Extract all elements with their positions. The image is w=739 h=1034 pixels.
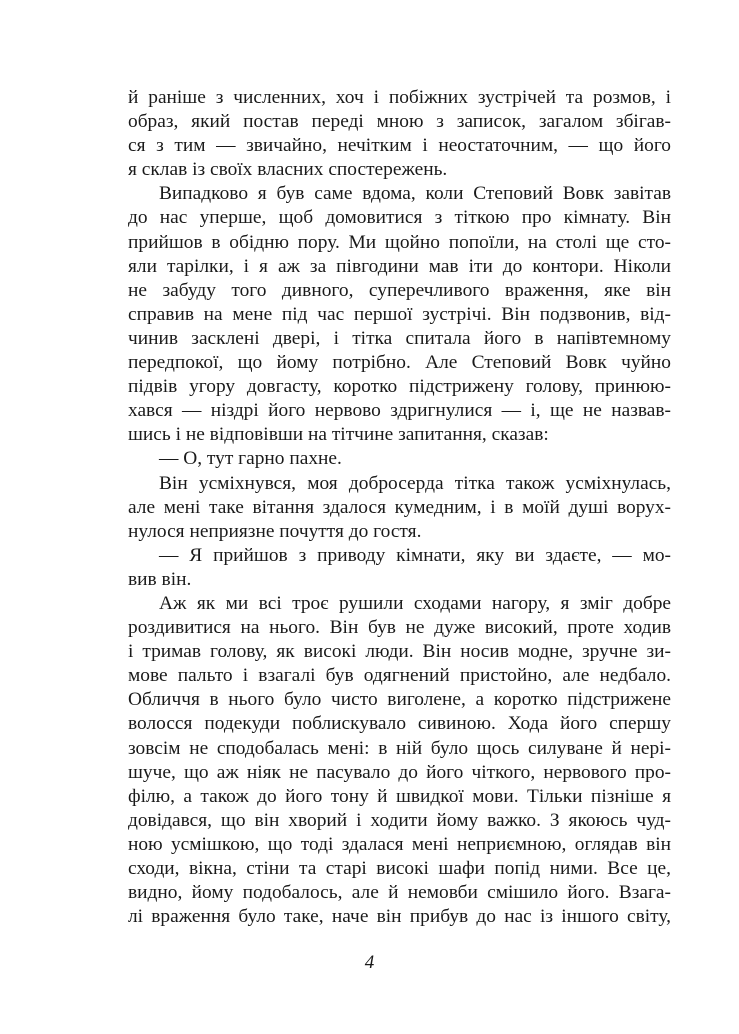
text-line: — О, тут гарно пахне. [159,448,342,470]
text-line: образ, який постав переді мною з записок, загалом збігав- [128,111,671,133]
text-line: мове пальто і взагалі був одягнений пристойно, але недбало. [128,665,671,687]
text-line: ся з тим — звичайно, нечітким і неостаточним, — що його [128,135,671,157]
text-line: філю, а також до його тону й швидкої мови. Тільки пізніше я [128,785,671,807]
page-number: 4 [364,952,375,973]
text-line: справив на мене під час першої зустрічі. Він подзвонив, від- [128,303,671,325]
text-line: чинив засклені двері, і тітка спитала його в напівтемному [128,327,671,349]
text-line: роздивитися на нього. Він був не дуже високий, проте ходив [128,617,671,639]
text-line: Аж як ми всі троє рушили сходами нагору, я зміг добре [159,592,671,614]
text-line: не забуду того дивного, суперечливого враження, яке він [128,279,671,301]
text-line: ною усмішкою, що тоді здалася мені неприємною, оглядав він [128,833,671,855]
text-line: я склав із своїх власних спостережень. [128,159,448,181]
body-text [128,86,671,929]
text-line: прийшов в обідню пору. Ми щойно попоїли, на столі ще сто- [128,231,671,253]
text-line: видно, йому подобалось, але й немовби смішило його. Взага- [128,882,671,904]
text-line: сходи, вікна, стіни та старі високі шафи попід ними. Все це, [128,858,671,879]
text-line: передпокої, що йому потрібно. Але Степовий Вовк чуйно [128,352,671,374]
text-line: й раніше з численних, хоч і побіжних зустрічей та розмов, і [128,87,671,108]
text-line: Випадково я був саме вдома, коли Степовий Вовк завітав [159,183,671,205]
text-line: лі враження було таке, наче він прибув до нас із іншого світу, [128,906,671,928]
text-line: Він усміхнувся, моя добросерда тітка також усміхнулась, [159,472,671,494]
text-line: довідався, що він хворий і ходити йому важко. З якоюсь чуд- [128,809,671,831]
text-line: вив він. [128,568,192,590]
text-line: яли тарілки, і я аж за півгодини мав іти до контори. Ніколи [128,255,671,277]
text-line: шуче, що аж ніяк не пасувало до його чіткого, нервового про- [128,761,671,783]
text-line: зовсім не сподобалась мені: в ній було щось силуване й нері- [128,737,671,759]
text-line: волосся подекуди поблискувало сивиною. Хода його спершу [128,713,671,735]
text-line: підвів угору довгасту, коротко підстрижену голову, принюю- [128,376,671,398]
text-line: але мені таке вітання здалося кумедним, і в моїй душі ворух- [128,496,671,518]
text-line: Обличчя в нього було чисто виголене, а коротко підстрижене [128,689,671,711]
text-line: і тримав голову, як високі люди. Він носив модне, зручне зи- [128,641,671,663]
text-line: — Я прийшов з приводу кімнати, яку ви здаєте, — мо- [159,544,671,566]
text-line: до нас уперше, щоб домовитися з тіткою про кімнату. Він [128,207,671,229]
text-line: шись і не відповівши на тітчине запитання, сказав: [128,424,549,446]
text-line: нулося неприязне почуття до гостя. [128,520,422,542]
text-line: хався — ніздрі його нервово здригнулися — і, ще не назвав- [128,400,671,422]
